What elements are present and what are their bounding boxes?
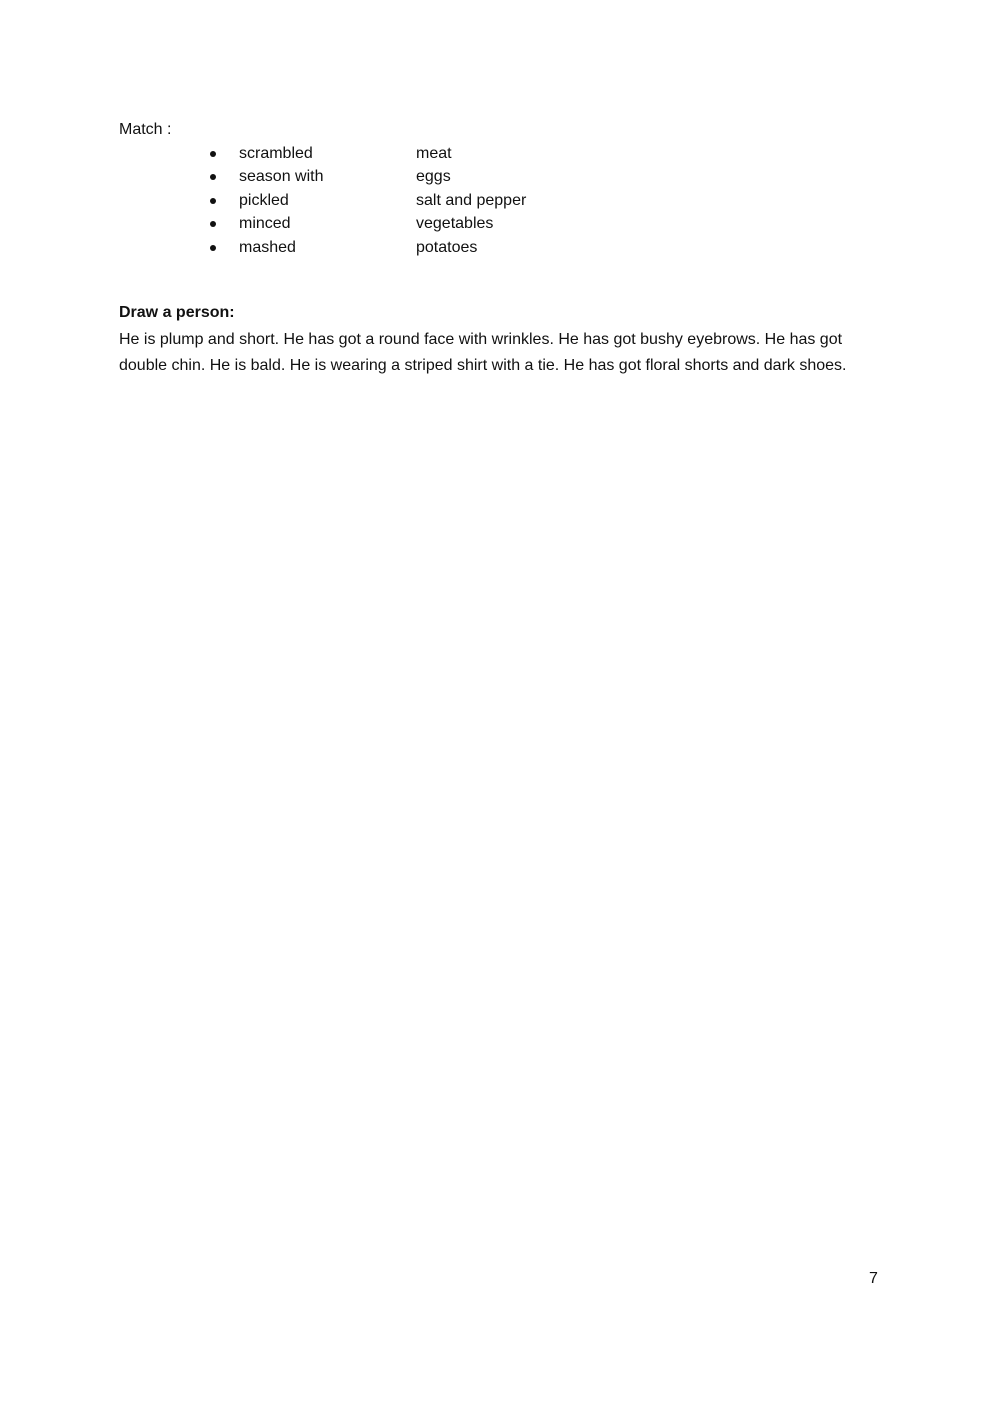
bullet-icon [210, 174, 216, 180]
match-right-term: vegetables [416, 215, 494, 233]
bullet-icon [210, 151, 216, 157]
match-right-term: salt and pepper [416, 191, 527, 209]
bullet-icon [210, 245, 216, 251]
bullet-icon [210, 221, 216, 227]
match-right-term: meat [416, 145, 452, 162]
match-row [205, 143, 605, 166]
bullet-icon [210, 198, 216, 204]
match-row [205, 166, 605, 189]
match-heading: Match : [119, 121, 172, 138]
match-right-term: eggs [416, 168, 451, 186]
draw-person-description: He is plump and short. He has got a round face with wrinkles. He has got bushy eyebrows. He has got double chin. He is bald. He is wearing a striped shirt with a tie. He has got floral shorts and dark shoes. [119, 331, 847, 374]
match-list [205, 143, 605, 260]
match-left-term: mashed [239, 238, 296, 256]
match-left-term: pickled [239, 191, 289, 209]
draw-person-heading: Draw a person: [119, 304, 235, 321]
match-row [205, 190, 605, 213]
match-right-term: potatoes [416, 238, 478, 256]
match-row [205, 237, 605, 260]
match-left-term: minced [239, 215, 291, 233]
page-number: 7 [869, 1270, 878, 1287]
match-left-term: season with [239, 168, 324, 186]
match-left-term: scrambled [239, 145, 313, 162]
match-row [205, 213, 605, 236]
